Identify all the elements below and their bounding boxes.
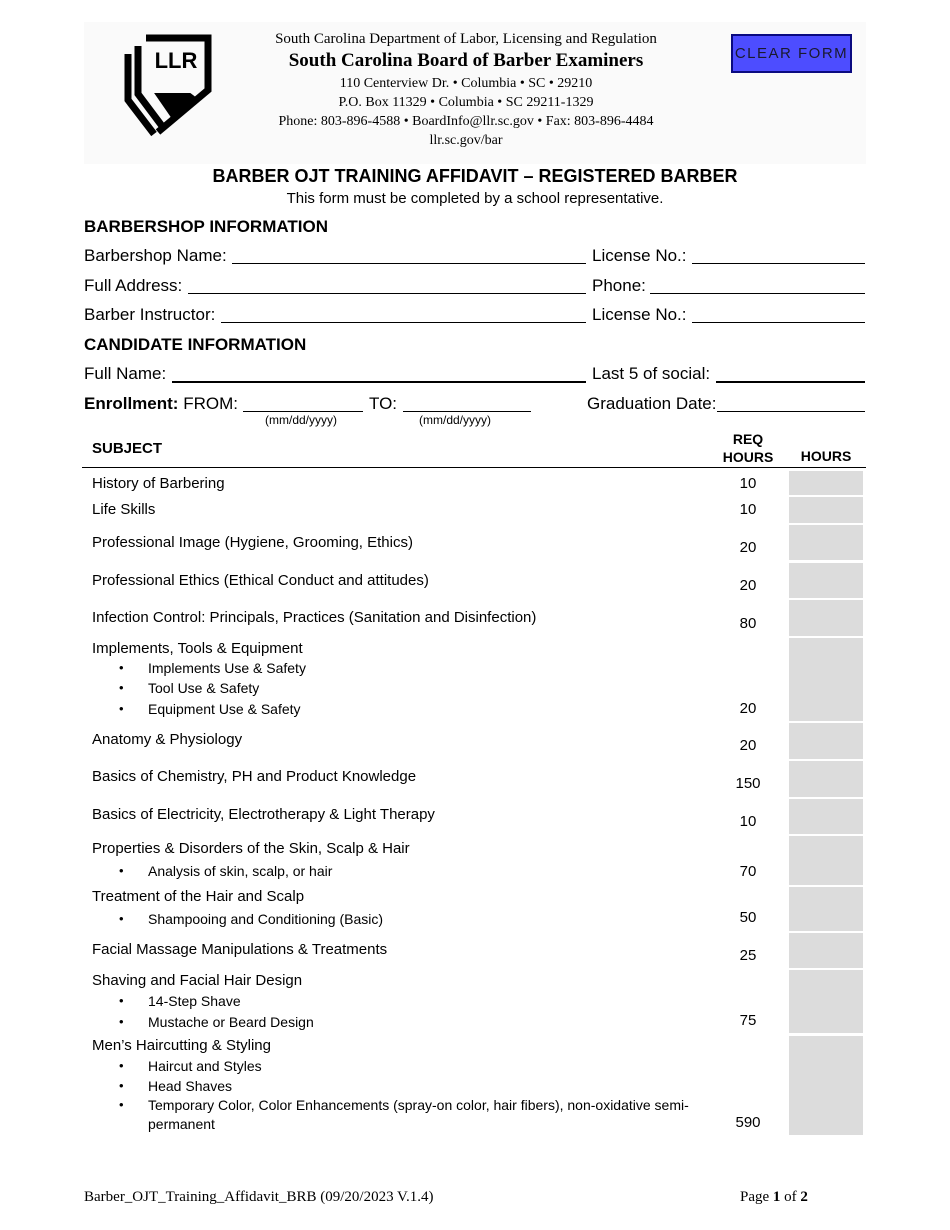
barber-instructor-label: Barber Instructor: [84,305,216,324]
barbershop-name-label: Barbershop Name: [84,246,227,265]
phone-label: Phone: [592,276,646,295]
subject-men-s-haircutting-styling: Men’s Haircutting & Styling [92,1037,271,1054]
bullet-item: Temporary Color, Color Enhancements (spray-on color, hair fibers), non-oxidative semi- [148,1097,689,1113]
required-hours-value: 25 [739,947,757,964]
bullet-dot: • [119,660,124,675]
req-hours-header-line1: REQ [732,431,764,447]
barbershop-section-heading: BARBERSHOP INFORMATION [84,217,328,236]
form-subtitle: This form must be completed by a school representative. [286,190,664,207]
required-hours-value: 10 [739,501,757,518]
required-hours-value: 20 [739,577,757,594]
bullet-dot: • [119,701,124,716]
subject-history-of-barbering: History of Barbering [92,475,225,492]
required-hours-value: 20 [739,700,757,717]
board-name: South Carolina Board of Barber Examiners [288,50,644,71]
subject-professional-ethics-ethical-conduct-and-: Professional Ethics (Ethical Conduct and attitudes) [92,572,429,589]
full-name-label: Full Name: [84,364,167,383]
required-hours-value: 70 [739,863,757,880]
llr-logo [118,34,214,140]
bullet-item: Shampooing and Conditioning (Basic) [148,911,384,927]
hours-input-professional-image-hygiene-grooming-ethi[interactable] [789,525,863,560]
full-address-field[interactable] [188,293,586,294]
subject-basics-of-chemistry-ph-and-product-knowl: Basics of Chemistry, PH and Product Knowledge [92,768,417,785]
page-total: 2 [800,1189,808,1205]
to-date-format-hint: (mm/dd/yyyy) [419,413,491,427]
page-indicator [740,1189,808,1206]
hours-input-life-skills[interactable] [789,497,863,523]
required-hours-value: 10 [739,475,757,492]
bullet-dot: • [119,1078,124,1093]
required-hours-value: 75 [739,1012,757,1029]
instructor-license-field[interactable] [692,322,865,323]
required-hours-value: 150 [735,775,761,792]
subject-infection-control-principals-practices-s: Infection Control: Principals, Practices (Sanitation and Disinfection) [92,609,537,626]
barbershop-name-field[interactable] [232,263,586,264]
contact-info: Phone: 803-896-4588 • BoardInfo@llr.sc.gov • Fax: 803-896-4484 [278,114,654,129]
bullet-dot: • [119,680,124,695]
from-date-format-hint: (mm/dd/yyyy) [265,413,337,427]
enrollment-row [84,394,238,414]
required-hours-value: 80 [739,615,757,632]
page-prefix: Page [740,1189,773,1205]
bullet-item: Tool Use & Safety [148,680,260,696]
graduation-date-field[interactable] [717,411,865,412]
hours-input-shaving-and-facial-hair-design[interactable] [789,970,863,1033]
barbershop-license-field[interactable] [692,263,865,264]
last-five-social-label: Last 5 of social: [592,364,711,383]
hours-input-facial-massage-manipulations-treatments[interactable] [789,933,863,968]
bullet-continuation: permanent [148,1116,215,1132]
hours-input-professional-ethics-ethical-conduct-and-[interactable] [789,563,863,598]
agency-name: South Carolina Department of Labor, Licensing and Regulation [275,31,657,47]
bullet-dot: • [119,1014,124,1029]
document-id: Barber_OJT_Training_Affidavit_BRB (09/20/2023 V.1.4) [84,1189,434,1205]
enrollment-to-field[interactable] [403,411,531,412]
graduation-date-label: Graduation Date: [587,394,717,413]
enrollment-label: Enrollment: [84,394,179,413]
street-address: 110 Centerview Dr. • Columbia • SC • 29210 [339,76,593,91]
hours-input-infection-control-principals-practices-s[interactable] [789,600,863,636]
barber-instructor-field[interactable] [221,322,586,323]
hours-input-properties-disorders-of-the-skin-scalp-h[interactable] [789,836,863,885]
subject-properties-disorders-of-the-skin-scalp-h: Properties & Disorders of the Skin, Scalp & Hair [92,840,410,857]
to-label: TO: [369,394,398,413]
table-header-rule [82,467,866,468]
bullet-item: 14-Step Shave [148,993,241,1009]
hours-input-men-s-haircutting-styling[interactable] [789,1036,863,1135]
required-hours-value: 50 [739,909,757,926]
hours-input-basics-of-chemistry-ph-and-product-knowl[interactable] [789,761,863,797]
phone-field[interactable] [650,293,865,294]
bullet-item: Head Shaves [148,1078,233,1094]
page-number: 1 [772,1189,781,1205]
subject-life-skills: Life Skills [92,501,156,518]
bullet-dot: • [119,1058,124,1073]
required-hours-value: 590 [735,1114,761,1131]
hours-input-basics-of-electricity-electrotherapy-lig[interactable] [789,799,863,834]
subject-shaving-and-facial-hair-design: Shaving and Facial Hair Design [92,972,303,989]
enrollment-from-field[interactable] [243,411,363,412]
hours-input-treatment-of-the-hair-and-scalp[interactable] [789,887,863,931]
subject-anatomy-physiology: Anatomy & Physiology [92,731,243,748]
svg-text:LLR: LLR [154,48,198,73]
subject-column-header: SUBJECT [92,440,163,457]
instructor-license-label: License No.: [592,305,687,324]
barbershop-license-label: License No.: [592,246,687,265]
req-hours-header-line2: HOURS [722,449,774,465]
form-title: BARBER OJT TRAINING AFFIDAVIT – REGISTERED BARBER [212,166,738,186]
bullet-dot: • [119,1097,124,1112]
bullet-dot: • [119,863,124,878]
candidate-section-heading: CANDIDATE INFORMATION [84,335,307,354]
bullet-dot: • [119,993,124,1008]
last-five-social-field[interactable] [716,381,865,383]
subject-implements-tools-equipment: Implements, Tools & Equipment [92,640,303,657]
website: llr.sc.gov/bar [429,133,503,148]
from-label: FROM: [183,394,238,413]
required-hours-value: 20 [739,539,757,556]
subject-professional-image-hygiene-grooming-ethi: Professional Image (Hygiene, Grooming, Ethics) [92,534,413,551]
bullet-item: Equipment Use & Safety [148,701,301,717]
subject-treatment-of-the-hair-and-scalp: Treatment of the Hair and Scalp [92,888,305,905]
subject-basics-of-electricity-electrotherapy-lig: Basics of Electricity, Electrotherapy & Light Therapy [92,806,435,823]
bullet-item: Haircut and Styles [148,1058,262,1074]
hours-input-anatomy-physiology[interactable] [789,723,863,759]
page-of: of [780,1189,801,1205]
bullet-item: Analysis of skin, scalp, or hair [148,863,333,879]
po-box-address: P.O. Box 11329 • Columbia • SC 29211-1329 [338,95,594,110]
clear-form-button[interactable]: CLEAR FORM [731,34,852,73]
bullet-item: Implements Use & Safety [148,660,306,676]
full-address-label: Full Address: [84,276,183,295]
req-hours-column-header [718,430,778,466]
hours-input-implements-tools-equipment[interactable] [789,638,863,721]
bullet-dot: • [119,911,124,926]
full-name-field[interactable] [172,381,586,383]
required-hours-value: 20 [739,737,757,754]
required-hours-value: 10 [739,813,757,830]
bullet-item: Mustache or Beard Design [148,1014,314,1030]
hours-column-header: HOURS [800,448,852,464]
hours-input-history-of-barbering[interactable] [789,471,863,495]
subject-facial-massage-manipulations-treatments: Facial Massage Manipulations & Treatments [92,941,388,958]
